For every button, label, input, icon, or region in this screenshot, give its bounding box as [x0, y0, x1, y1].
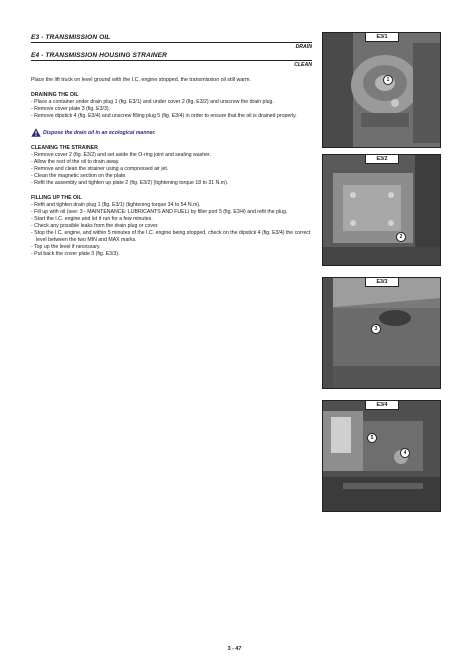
transmission-cover-photo: [323, 155, 440, 265]
list-item: - Place a container under drain plug 1 (fig. E3/1) and under cover 2 (fig. E3/2) and unscrew the drain plug.: [31, 99, 274, 106]
list-item: - Refit the assembly and tighten up plate 2 (fig. E3/2) (tightening torque 18 to 31 N.m).: [31, 180, 229, 187]
cover-plate-photo: [323, 278, 440, 388]
section-divider: [31, 42, 312, 43]
section-title-e4: E4 - TRANSMISSION HOUSING STRAINER: [31, 52, 168, 59]
cleaning-heading: CLEANING THE STRAINER: [31, 145, 98, 152]
section-divider: [31, 60, 312, 61]
list-item: - Top up the level if necessary.: [31, 244, 101, 251]
filling-heading: FILLING UP THE OIL: [31, 195, 82, 202]
section-title-e3: E3 - TRANSMISSION OIL: [31, 34, 111, 41]
figure-e3-1: [322, 32, 441, 148]
text-column: [31, 34, 312, 258]
list-item: - Remove cover 2 (fig. E3/2) and set aside the O-ring joint and sealing washer.: [31, 152, 211, 159]
transmission-drain-plug-photo: [323, 33, 440, 147]
operation-drain: DRAIN: [295, 44, 312, 50]
list-item: - Stop the I.C. engine, and within 5 minutes of the I.C. engine being stopped, check on the dipstick 4 (fig. E3/4) the correct level between the two MIN and MAX marks.: [31, 230, 311, 244]
callout-marker: 2: [396, 232, 406, 242]
draining-heading: DRAINING THE OIL: [31, 92, 79, 99]
list-item: - Clean the magnetic section on the plate.: [31, 173, 127, 180]
figure-label: E3/4: [365, 401, 399, 410]
callout-marker: 5: [367, 433, 377, 443]
figure-e3-2: [322, 154, 441, 266]
list-item: - Fill up with oil (see: 3 - MAINTENANCE: LUBRICANTS AND FUEL) by filler port 5 (fig. E3/4) and refit the plug.: [31, 209, 288, 216]
list-item: - Start the I.C. engine and let it run for a few minutes.: [31, 216, 153, 223]
list-item: - Remove and clean the strainer using a compressed air jet.: [31, 166, 169, 173]
warning-text: Dispose the drain oil in an ecological manner.: [43, 129, 156, 136]
list-item: - Remove dipstick 4 (fig. E3/4) and unscrew filling plug 5 (fig. E3/4) in order to ensure that the oil is drained properly.: [31, 113, 297, 120]
figure-label: E3/3: [365, 278, 399, 287]
figure-e3-4: [322, 400, 441, 512]
page-number: 3 - 47: [227, 646, 242, 652]
callout-marker: 1: [383, 75, 393, 85]
dipstick-filler-photo: [323, 401, 440, 511]
ecology-warning: [31, 128, 312, 137]
intro-paragraph: Place the lift truck on level ground with the I.C. engine stopped, the transmission oil still warm.: [31, 77, 251, 83]
figure-e3-3: [322, 277, 441, 389]
list-item: - Check any possible leaks from the drain plug or cover.: [31, 223, 159, 230]
warning-triangle-icon: [31, 128, 41, 137]
list-item: - Refit and tighten drain plug 1 (fig. E3/1) (tightening torque 34 to 54 N.m).: [31, 202, 201, 209]
callout-marker: 3: [371, 324, 381, 334]
figure-label: E3/1: [365, 33, 399, 42]
figure-label: E3/2: [365, 155, 399, 164]
operation-clean: CLEAN: [294, 62, 312, 68]
list-item: - Remove cover plate 3 (fig. E3/3).: [31, 106, 110, 113]
list-item: - Put back the cover plate 3 (fig. E3/3).: [31, 251, 120, 258]
callout-marker: 4: [400, 448, 410, 458]
list-item: - Allow the rest of the oil to drain away.: [31, 159, 120, 166]
